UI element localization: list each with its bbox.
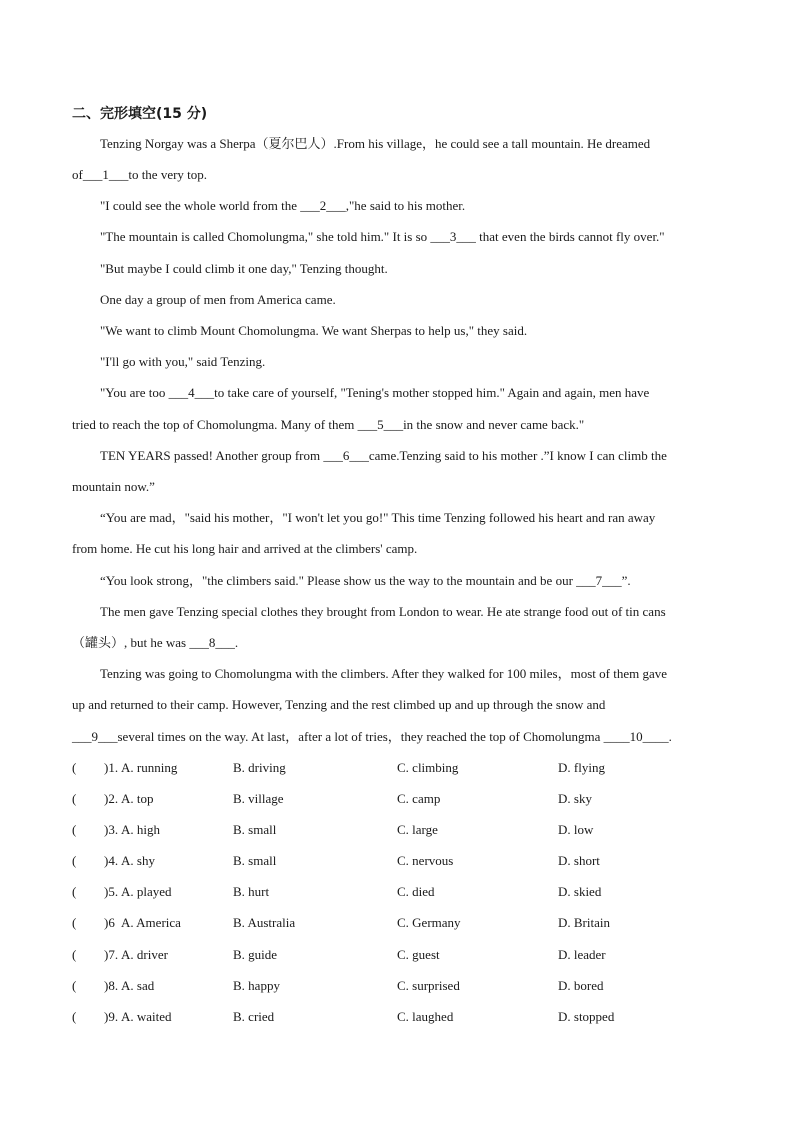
question-number: )5.: [104, 884, 119, 900]
option-d: D. stopped: [558, 1008, 615, 1024]
option-c: C. died: [397, 884, 435, 900]
answer-blank-paren: (: [72, 915, 77, 931]
question-number: )4.: [104, 853, 119, 869]
question-row: [72, 915, 732, 946]
answer-blank-paren: (: [72, 1008, 77, 1024]
passage-line: of___1___to the very top.: [72, 167, 208, 182]
passage-line: "I could see the whole world from the ___2___,"he said to his mother.: [100, 198, 466, 213]
passage-line: "But maybe I could climb it one day," Tenzing thought.: [100, 261, 388, 276]
answer-blank-paren: (: [72, 760, 77, 775]
passage-line: from home. He cut his long hair and arrived at the climbers' camp.: [72, 541, 418, 556]
option-c: C. surprised: [397, 977, 460, 993]
option-a: A. high: [121, 822, 160, 838]
question-row: [72, 853, 732, 884]
passage-line: tried to reach the top of Chomolungma. Many of them ___5___in the snow and never came back.": [72, 417, 585, 432]
option-a: A. driver: [121, 946, 168, 962]
option-c: C. nervous: [397, 853, 454, 869]
question-number: )8.: [104, 977, 119, 993]
question-row: [72, 791, 732, 822]
option-b: B. guide: [233, 946, 278, 962]
answer-blank-paren: (: [72, 822, 77, 838]
option-a: A. America: [121, 915, 181, 931]
question-number: )9.: [104, 1008, 119, 1024]
option-c: C. camp: [397, 791, 441, 807]
question-number: )6: [104, 915, 115, 931]
passage-line: “You look strong，"the climbers said." Please show us the way to the mountain and be our ___7___”.: [100, 573, 631, 588]
option-d: D. Britain: [558, 915, 610, 931]
option-b: B. small: [233, 853, 277, 869]
option-c: C. climbing: [397, 760, 459, 775]
section-heading: 二、完形填空(15 分): [72, 106, 208, 122]
question-number: )1.: [104, 760, 119, 775]
option-d: D. sky: [558, 791, 592, 807]
option-a: A. top: [121, 791, 154, 807]
passage-line: （罐头）, but he was ___8___.: [72, 635, 239, 650]
answer-blank-paren: (: [72, 884, 77, 900]
passage-line: The men gave Tenzing special clothes they brought from London to wear. He ate strange food out of tin cans: [100, 604, 666, 619]
option-c: C. Germany: [397, 915, 461, 931]
option-d: D. flying: [558, 760, 605, 775]
option-b: B. happy: [233, 977, 280, 993]
option-a: A. running: [121, 760, 178, 775]
passage-line: Tenzing Norgay was a Sherpa（夏尔巴人）.From his village，he could see a tall mountain. He dreamed: [100, 136, 651, 151]
option-a: A. sad: [121, 977, 155, 993]
passage-line: ___9___several times on the way. At last，after a lot of tries，they reached the top of Chomolungma ____10____.: [72, 729, 672, 744]
passage-line: "We want to climb Mount Chomolungma. We want Sherpas to help us," they said.: [100, 323, 528, 338]
question-number: )7.: [104, 946, 119, 962]
option-b: B. Australia: [233, 915, 296, 931]
question-number: )3.: [104, 822, 119, 838]
option-d: D. short: [558, 853, 600, 869]
passage-line: "The mountain is called Chomolungma," she told him." It is so ___3___ that even the birds cannot fly over.": [100, 229, 665, 244]
option-d: D. skied: [558, 884, 602, 900]
option-d: D. low: [558, 822, 594, 838]
answer-blank-paren: (: [72, 853, 77, 869]
option-b: B. driving: [233, 760, 286, 775]
option-a: A. shy: [121, 853, 155, 869]
option-a: A. waited: [121, 1008, 172, 1024]
option-c: C. large: [397, 822, 438, 838]
passage-line: up and returned to their camp. However, Tenzing and the rest climbed up and up through the snow and: [72, 697, 606, 712]
option-b: B. hurt: [233, 884, 270, 900]
question-row: [72, 884, 732, 915]
question-row: [72, 822, 732, 853]
question-row: [72, 1009, 732, 1040]
option-d: D. leader: [558, 946, 606, 962]
option-b: B. cried: [233, 1008, 275, 1024]
answer-blank-paren: (: [72, 977, 77, 993]
passage-line: "You are too ___4___to take care of yourself, "Tening's mother stopped him." Again and again, men have: [100, 385, 650, 400]
option-a: A. played: [121, 884, 172, 900]
option-c: C. laughed: [397, 1008, 454, 1024]
option-c: C. guest: [397, 946, 440, 962]
passage-line: "I'll go with you," said Tenzing.: [100, 354, 266, 369]
question-options-list: [72, 760, 732, 1040]
question-number: )2.: [104, 791, 119, 807]
answer-blank-paren: (: [72, 791, 77, 807]
passage-line: “You are mad，"said his mother，"I won't let you go!" This time Tenzing followed his heart and ran away: [100, 510, 656, 525]
passage-line: One day a group of men from America came.: [100, 292, 336, 307]
question-row: [72, 760, 732, 791]
option-d: D. bored: [558, 977, 604, 993]
option-b: B. village: [233, 791, 284, 807]
question-row: [72, 947, 732, 978]
option-b: B. small: [233, 822, 277, 838]
passage-line: Tenzing was going to Chomolungma with the climbers. After they walked for 100 miles，most of them gave: [100, 666, 668, 681]
passage-line: mountain now.”: [72, 479, 155, 494]
passage-line: TEN YEARS passed! Another group from ___6___came.Tenzing said to his mother .”I know I can climb the: [100, 448, 667, 463]
question-row: [72, 978, 732, 1009]
answer-blank-paren: (: [72, 946, 77, 962]
